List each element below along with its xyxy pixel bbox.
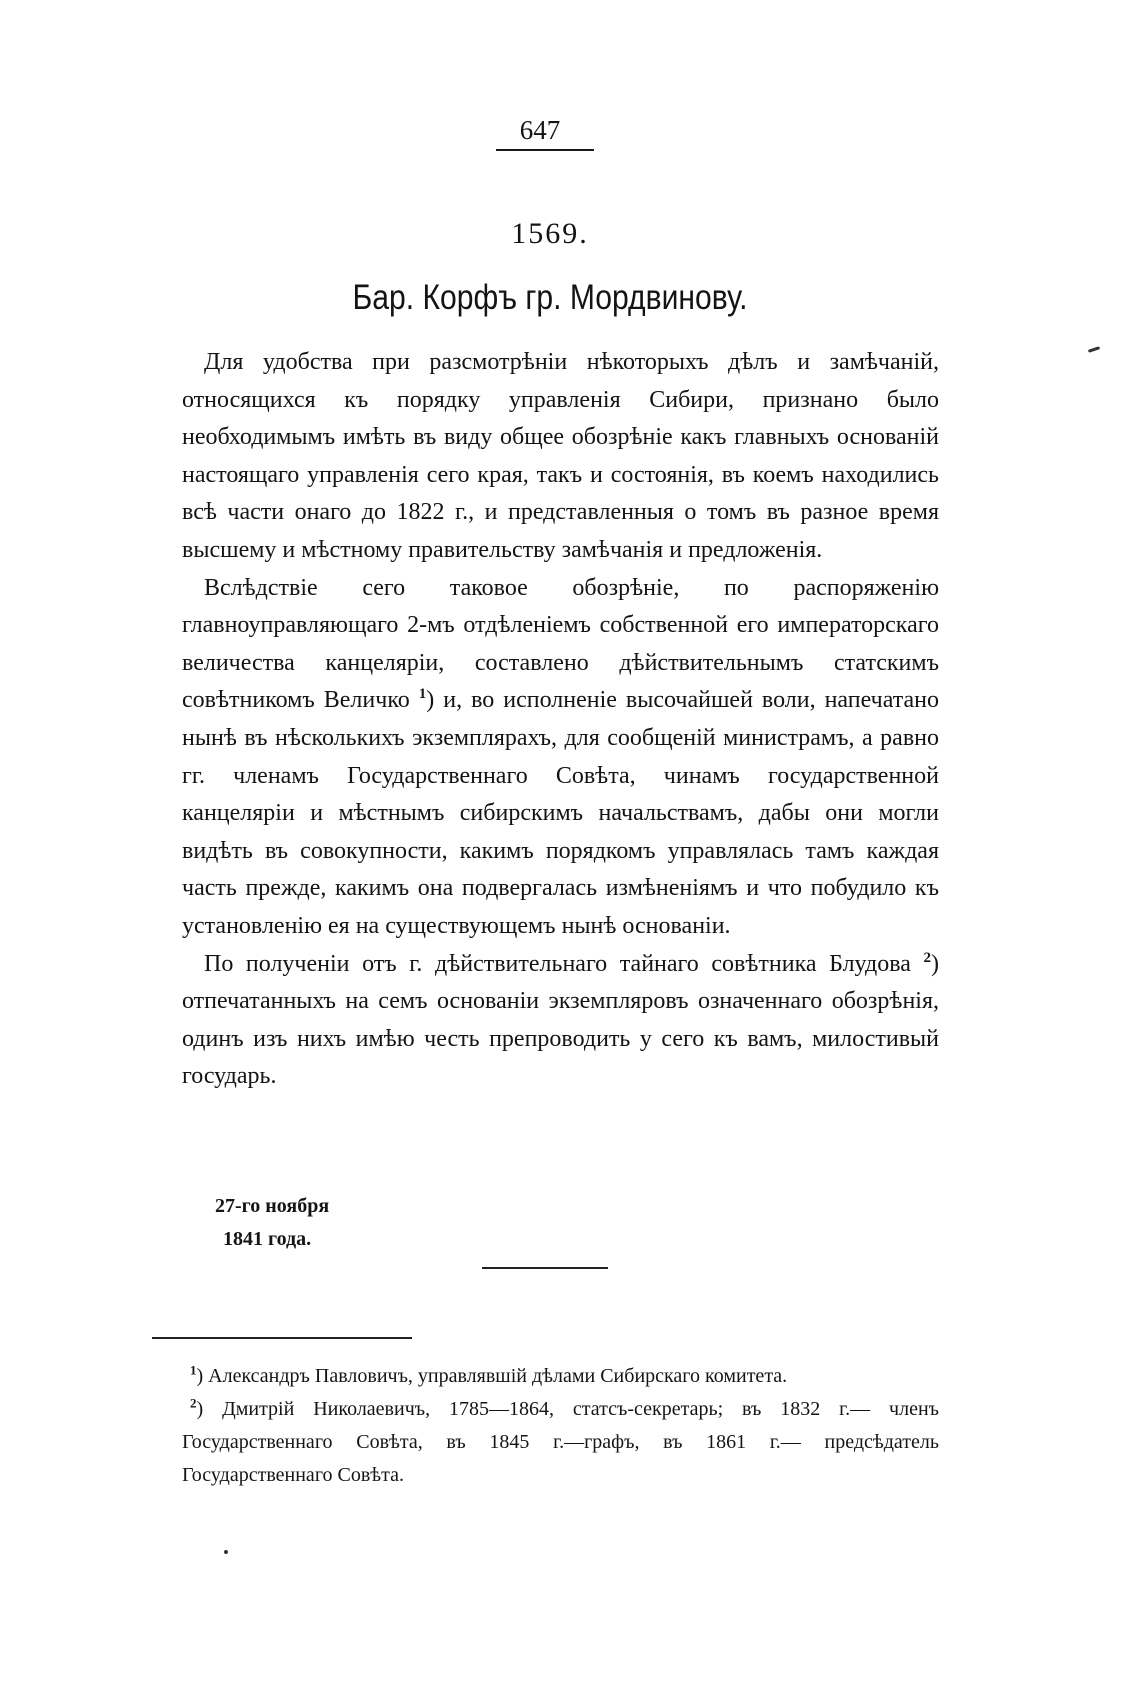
date-line-2: 1841 года. <box>223 1228 312 1250</box>
footnote-2-text: ) Дмитрій Николаевичъ, 1785—1864, статсъ-секретарь; въ 1832 г.— членъ Государственнаго Совѣта, въ 1845 г.—графъ, въ 1861 г.— предсѣдатель Государственнаго Совѣта. <box>182 1398 939 1486</box>
body-paragraph-3 <box>182 946 939 1096</box>
page-number: 647 <box>519 115 561 145</box>
body-paragraph-2 <box>182 570 939 946</box>
footnotes <box>182 1360 939 1492</box>
paragraph-3-text-start: По полученіи отъ г. дѣйствительнаго тайнаго совѣтника Блудова <box>204 950 911 977</box>
footnote-ref-2: 2 <box>923 949 932 966</box>
paragraph-2-text-start: Вслѣдствіе сего таковое обозрѣніе, по распоряженію главноуправляющаго 2-мъ отдѣленіемъ собственной его императорскаго величества канцеляріи, составлено дѣйствительнымъ статскимъ совѣтникомъ Величко <box>182 574 939 714</box>
document-number: 1569. <box>511 217 589 250</box>
print-speck <box>1088 346 1100 353</box>
page-number-underline <box>496 149 594 151</box>
footnote-1-mark: 1 <box>190 1362 197 1378</box>
letter-title: Бар. Корфъ гр. Мордвинову. <box>352 278 748 317</box>
footnote-1-text: ) Александръ Павловичъ, управлявшій дѣлами Сибирскаго комитета. <box>196 1365 788 1387</box>
body-paragraph-1: Для удобства при разсмотрѣніи нѣкоторыхъ дѣлъ и замѣчаній, относящихся къ порядку управленія Сибири, признано было необходимымъ имѣть въ виду общее обозрѣніе какъ главныхъ основаній настоящаго управленія сего края, такъ и состоянія, въ коемъ находились всѣ части онаго до 1822 г., и представленныя о томъ въ разное время высшему и мѣстному правительству замѣчанія и предложенія. <box>182 349 939 563</box>
letter-body <box>182 344 939 1096</box>
end-of-letter-rule <box>482 1267 608 1269</box>
footnote-separator <box>152 1337 412 1339</box>
footnote-ref-1: 1 <box>418 686 427 703</box>
paragraph-3-text-end: ) отпечатанныхъ на семъ основаніи экземпляровъ означеннаго обозрѣнія, одинъ изъ нихъ имѣю честь препроводить у сего къ вамъ, милостивый государь. <box>182 950 940 1090</box>
letter-date <box>215 1190 329 1256</box>
paragraph-2-text-end: ) и, во исполненіе высочайшей воли, напечатано нынѣ въ нѣсколькихъ экземплярахъ, для сообщеній министрамъ, а равно гг. членамъ Государственнаго Совѣта, чинамъ государственной канцеляріи и мѣстнымъ сибирскимъ начальствамъ, дабы они могли видѣть въ совокупности, какимъ порядкомъ управлялась тамъ каждая часть прежде, какимъ она подвергалась измѣненіямъ и что побудило къ установленію ея на существующемъ нынѣ основаніи. <box>182 687 940 939</box>
footnote-2-mark: 2 <box>190 1395 197 1411</box>
footnote-1 <box>182 1360 939 1393</box>
print-speck <box>224 1550 228 1554</box>
footnote-2 <box>182 1393 939 1492</box>
date-line-1: 27-го ноября <box>215 1195 330 1217</box>
